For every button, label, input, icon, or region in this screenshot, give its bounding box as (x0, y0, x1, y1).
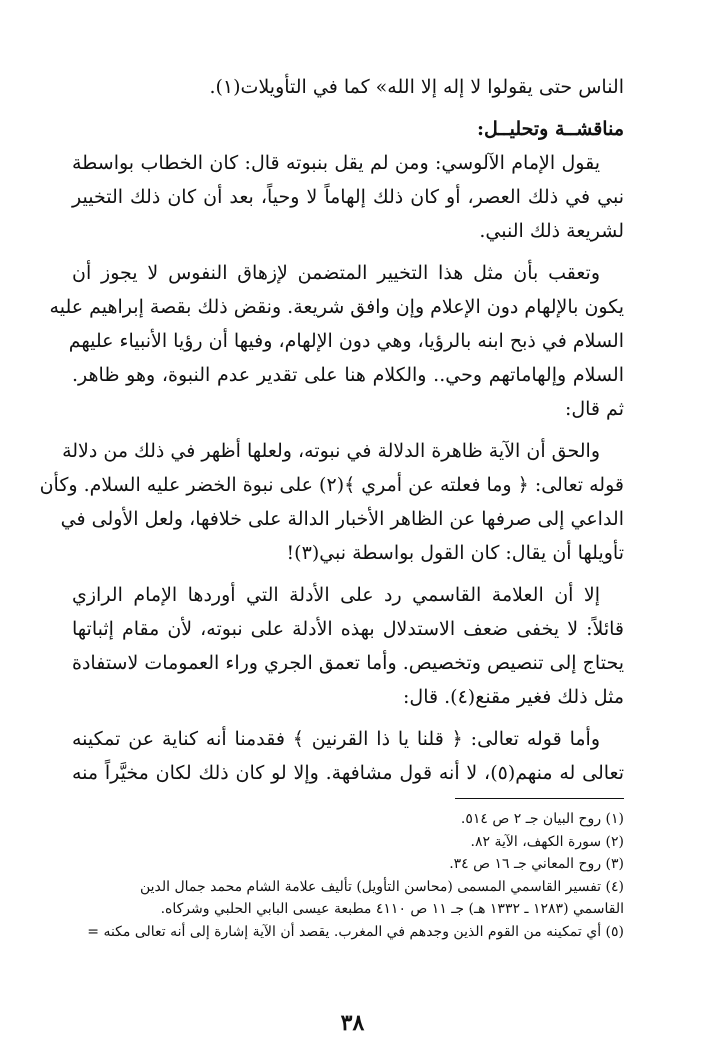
text-line: الناس حتى يقولوا لا إله إلا الله» كما في التأويلات(١). (209, 76, 624, 98)
footnote: (٢) سورة الكهف، الآية ٨٢. (470, 833, 624, 850)
text-line: وتعقب بأن مثل هذا التخيير المتضمن لإزهاق النفوس لا يجوز أن (72, 262, 600, 284)
text-line: إلا أن العلامة القاسمي رد على الأدلة التي أوردها الإمام الرازي (72, 584, 600, 606)
text-line: لشريعة ذلك النبي. (479, 220, 624, 242)
text-line: تعالى له منهم(٥)، لا أنه قول مشافهة. وإلا لو كان ذلك لكان مخيَّراً منه (72, 762, 624, 784)
footnote-separator (455, 798, 624, 799)
text-line: ثم قال: (564, 398, 624, 420)
text-line: يكون بالإلهام دون الإعلام وإن وافق شريعة. ونقض ذلك بقصة إبراهيم عليه (49, 296, 624, 318)
text-line: يحتاج إلى تنصيص وتخصيص. وأما تعمق الجري وراء العمومات لاستفادة (72, 652, 624, 674)
text-line: يقول الإمام الآلوسي: ومن لم يقل بنبوته قال: كان الخطاب بواسطة (72, 152, 600, 174)
section-heading: مناقشــة وتحليــل: (477, 118, 624, 140)
footnote: (٣) روح المعاني جـ ١٦ ص ٣٤. (449, 856, 624, 872)
paragraph-gap (72, 426, 624, 434)
text-line: قوله تعالى: ﴿ وما فعلته عن أمري ﴾(٢) على نبوة الخضر عليه السلام. وكأن (39, 474, 624, 496)
text-line: نبي في ذلك العصر، أو كان ذلك إلهاماً لا وحياً، بعد أن كان ذلك التخيير (72, 186, 624, 208)
text-line: قائلاً: لا يخفى ضعف الاستدلال بهذه الأدلة على نبوته، لأن مقام إثباتها (72, 618, 624, 640)
text-line: السلام في ذبح ابنه بالرؤيا، وهي دون الإلهام، وفيها أن رؤيا الأنبياء عليهم (68, 330, 624, 352)
page-number: ٣٨ (340, 1010, 365, 1036)
footnote: (٥) أي تمكينه من القوم الذين وجدهم في المغرب. يقصد أن الآية إشارة إلى أنه تعالى مكنه = (87, 923, 624, 940)
text-line: الداعي إلى صرفها عن الظاهر الأخبار الدالة على خلافها، ولعل الأولى في (60, 508, 624, 530)
footnote: (٤) تفسير القاسمي المسمى (محاسن التأويل) تأليف علامة الشام محمد جمال الدين (139, 878, 624, 895)
paragraph-gap (72, 570, 624, 578)
paragraph-gap (72, 248, 624, 256)
text-line: مثل ذلك فغير مقنع(٤). قال: (403, 686, 624, 708)
footnote: القاسمي (١٢٨٣ ـ ١٣٣٢ هـ) جـ ١١ ص ٤١١٠ مطبعة عيسى البابي الحلبي وشركاه. (160, 901, 624, 917)
paragraph-gap (72, 714, 624, 722)
text-line: والحق أن الآية ظاهرة الدلالة في نبوته، ولعلها أظهر في ذلك من دلالة (62, 440, 600, 462)
main-text (39, 70, 624, 790)
footnote: (١) روح البيان جـ ٢ ص ٥١٤. (460, 811, 624, 827)
paragraph-gap (72, 104, 624, 112)
text-line: تأويلها أن يقال: كان القول بواسطة نبي(٣)! (286, 542, 624, 564)
footnotes (60, 808, 624, 943)
text-line: السلام وإلهاماتهم وحي.. والكلام هنا على تقدير عدم النبوة، وهو ظاهر. (72, 364, 624, 386)
text-line: وأما قوله تعالى: ﴿ قلنا يا ذا القرنين ﴾ فقدمنا أنه كناية عن تمكينه (72, 728, 600, 750)
